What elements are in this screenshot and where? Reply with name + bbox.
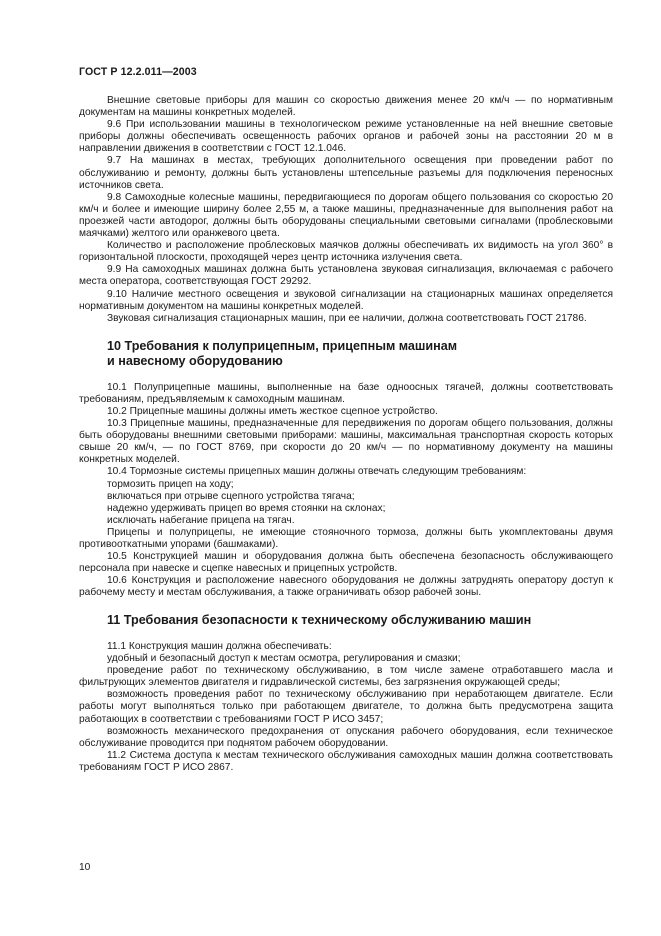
paragraph-9-7: 9.7 На машинах в местах, требующих дополнительного освещения при проведении работ по обслуживанию и ремонту, должны быть установлены штепсельные разъемы для подключения переносных источников света.: [79, 155, 613, 191]
paragraph-sound-signal: Звуковая сигнализация стационарных машин, при ее наличии, должна соответствовать ГОСТ 21786.: [107, 312, 587, 324]
paragraph-9-10: 9.10 Наличие местного освещения и звуковой сигнализации на стационарных машинах определяется нормативным документом на машины конкретных моделей.: [79, 288, 613, 312]
list-item-brake-slope: надежно удерживать прицеп во время стоянки на склонах;: [107, 502, 386, 514]
list-item-mechanical-lock: возможность механического предохранения от опускания рабочего оборудования, если техническое обслуживание проводится при поднятом рабочем оборудовании.: [79, 725, 613, 749]
section-11-body: [79, 641, 613, 774]
list-item-maintenance-works: проведение работ по техническому обслуживанию, в том числе замене отработавшего масла и фильтрующих элементов двигателя и гидравлической системы, без загрязнения окружающей среды;: [79, 665, 613, 689]
document-body: [79, 95, 613, 774]
section-10-body: [79, 382, 613, 600]
paragraph-10-3: 10.3 Прицепные машины, предназначенные для передвижения по дорогам общего пользования, должны быть оборудованы внешними световыми приборами: машины, максимальная транспортная скорость которых свыше 20 км/ч, — по ГОСТ 8769, при скорости до 20 км/ч — по нормативному документу на машины конкретных моделей.: [79, 418, 613, 466]
paragraph-9-9: 9.9 На самоходных машинах должна быть установлена звуковая сигнализация, включаемая с рабочего места оператора, соответствующая ГОСТ 29292.: [79, 264, 613, 288]
paragraph-10-4: 10.4 Тормозные системы прицепных машин должны отвечать следующим требованиям:: [107, 466, 527, 478]
paragraph-10-5: 10.5 Конструкцией машин и оборудования должна быть обеспечена безопасность обслуживающего персонала при навеске и сцепке навесных и прицепных устройств.: [79, 551, 613, 575]
paragraph-9-8: 9.8 Самоходные колесные машины, передвигающиеся по дорогам общего пользования со скоростью 20 км/ч и более и имеющие ширину более 2,55 м, а также машины, предназначенные для выполнения работ на проезжей части автодорог, должны быть оборудованы специальными световыми сигналами (проблесковыми маячками) желтого или оранжевого цвета.: [79, 191, 613, 240]
section-11-heading: [79, 613, 613, 629]
paragraph-11-1: 11.1 Конструкция машин должна обеспечивать:: [107, 640, 332, 652]
list-item-brake-overrun: исключать набегание прицепа на тягач.: [107, 514, 295, 526]
list-item-engine-off: возможность проведения работ по техническому обслуживанию при неработающем двигателе. Если работы могут выполняться только при работающем двигателе, то должна быть предусмотрена защита работающих в соответствии с требованиями ГОСТ Р ИСО 3457;: [79, 689, 613, 725]
section-11-title: 11 Требования безопасности к техническому обслуживанию машин: [107, 613, 532, 628]
section-10-heading: [79, 339, 613, 370]
paragraph-9-6: 9.6 При использовании машины в технологическом режиме установленные на ней внешние световые приборы должны обеспечивать освещенность рабочих органов и рабочей зоны на расстоянии 20 м в направлении движения в соответствии с ГОСТ 12.1.046.: [79, 119, 613, 155]
paragraph-11-2: 11.2 Система доступа к местам технического обслуживания самоходных машин должна соответствовать требованиям ГОСТ Р ИСО 2867.: [79, 749, 613, 773]
paragraph-lighting-low-speed: Внешние световые приборы для машин со скоростью движения менее 20 км/ч — по нормативным документам на машины конкретных моделей.: [79, 95, 613, 119]
paragraph-beacons: Количество и расположение проблесковых маячков должны обеспечивать их видимость на угол 360° в горизонтальной плоскости, проходящей через центр источника излучения света.: [79, 240, 613, 264]
list-item-access: удобный и безопасный доступ к местам осмотра, регулирования и смазки;: [107, 653, 461, 665]
paragraph-10-2: 10.2 Прицепные машины должны иметь жесткое сцепное устройство.: [107, 405, 438, 417]
section-10-title-line2: и навесному оборудованию: [107, 354, 283, 369]
list-item-brake-moving: тормозить прицеп на ходу;: [107, 478, 234, 490]
list-item-brake-detach: включаться при отрыве сцепного устройства тягача;: [107, 490, 355, 502]
document-header: ГОСТ Р 12.2.011—2003: [79, 66, 197, 78]
paragraph-10-1: 10.1 Полуприцепные машины, выполненные на базе одноосных тягачей, должны соответствовать требованиям, предъявляемым к самоходным машинам.: [79, 381, 613, 405]
page-number: 10: [79, 862, 91, 873]
paragraph-10-6: 10.6 Конструкция и расположение навесного оборудования не должны затруднять оператору доступ к рабочему месту и местам обслуживания, а также ограничивать обзор рабочей зоны.: [79, 575, 613, 599]
section-10-title-line1: 10 Требования к полуприцепным, прицепным машинам: [107, 338, 458, 353]
paragraph-wheel-chocks: Прицепы и полуприцепы, не имеющие стояночного тормоза, должны быть укомплектованы двумя противооткатными упорами (башмаками).: [79, 526, 613, 550]
